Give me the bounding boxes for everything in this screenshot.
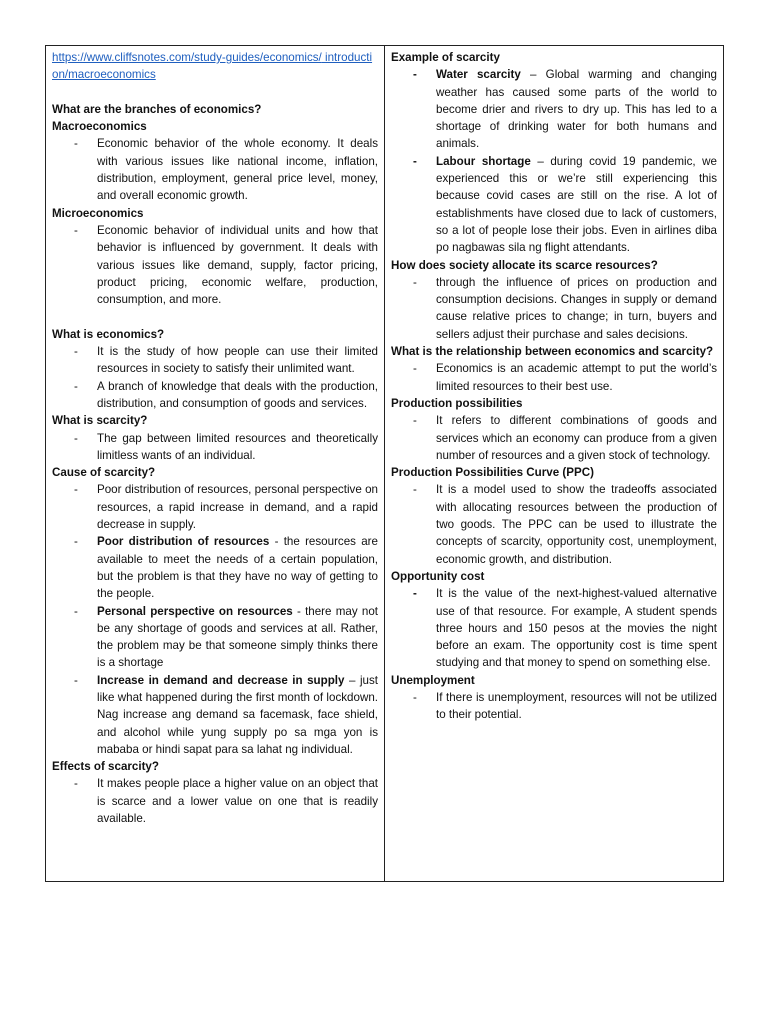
list-item: - A branch of knowledge that deals with the production, distribution, and consumption of goods and services. <box>52 378 378 413</box>
list-item: - Labour shortage – during covid 19 pandemic, we experienced this or we’re still experiencing this because covid cases are still on the rise. A lot of establishments have closed due to lack of customers, so a lot of people lose their jobs. Even in airlines diba po nagbawas sila ng flight attendants. <box>391 153 717 257</box>
effects-heading: Effects of scarcity? <box>52 760 159 774</box>
allocate-text: through the influence of prices on production and consumption decisions. Changes in supply or demand cause relative prices to change; in turn, buyers and sellers adjust their purchase and sales decisions. <box>436 275 717 341</box>
macro-text: Economic behavior of the whole economy. It deals with various issues like national income, inflation, distribution, employment, general price level, money, and overall economic growth. <box>97 137 378 203</box>
list-item: - Economics is an academic attempt to put the world’s limited resources to their best use. <box>391 360 717 395</box>
left-column <box>46 46 385 881</box>
list-item: - Poor distribution of resources, personal perspective on resources, a rapid increase in demand, and a rapid decrease in supply. <box>52 481 378 533</box>
example-heading: Example of scarcity <box>391 51 500 64</box>
list-item: - Personal perspective on resources - there may not be any shortage of goods and services at all. Rather, the problem may be that someone simply thinks there is a shortage <box>52 603 378 672</box>
cause-item-4: Increase in demand and decrease in supply – just like what happened during the first month of lockdown. Nag increase ang demand sa facemask, face shield, and alcohol while yung supply po sa mga yon is mababa or hindi sapat para sa lahat ng individual. <box>97 673 378 756</box>
micro-text: Economic behavior of individual units and how that behavior is influenced by government. It deals with various issues like demand, supply, factor pricing, product pricing, economic welfare, production, consumption, and more. <box>97 223 378 307</box>
economics-item-2: A branch of knowledge that deals with the production, distribution, and consumption of goods and services. <box>97 379 378 410</box>
relationship-text: Economics is an academic attempt to put the world’s limited resources to their best use. <box>436 362 717 393</box>
source-link-line2[interactable]: introduction/macroeconomics <box>52 51 373 82</box>
effects-text: It makes people place a higher value on an object that is scarce and a lower value on one that is readily available. <box>97 777 378 826</box>
branches-heading: What are the branches of economics? <box>52 102 262 116</box>
allocate-heading: How does society allocate its scarce resources? <box>391 258 658 272</box>
ppc-heading: Production Possibilities Curve (PPC) <box>391 466 594 480</box>
labour-shortage-item: Labour shortage – during covid 19 pandemic, we experienced this or we’re still experiencing this because covid cases are still on the rise. A lot of establishments have closed due to lack of customers, so a lot of people lose their jobs. Even in airlines diba po nagbawas sila ng flight attendants. <box>436 154 717 255</box>
list-item: - It makes people place a higher value on an object that is scarce and a lower value on one that is readily available. <box>52 775 378 827</box>
opportunity-cost-heading: Opportunity cost <box>391 569 485 583</box>
water-scarcity-item: Water scarcity – Global warming and changing weather has caused some parts of the world to become drier and rivers to dry up. This has led to a shortage of drinking water for both humans and animals. <box>436 68 718 151</box>
list-item: - Economic behavior of individual units and how that behavior is influenced by government. It deals with various issues like demand, supply, factor pricing, product pricing, economic welfare, production, consumption, and more. <box>52 222 378 308</box>
pp-text: It refers to different combinations of goods and services which an economy can produce from a given number of resources and a given stock of technology. <box>436 414 717 462</box>
cause-heading: Cause of scarcity? <box>52 466 156 480</box>
cause-item-3: Personal perspective on resources - there may not be any shortage of goods and services at all. Rather, the problem may be that someone simply thinks there is a shortage <box>97 604 378 670</box>
list-item: - Economic behavior of the whole economy. It deals with various issues like national income, inflation, distribution, employment, general price level, money, and overall economic growth. <box>52 135 378 204</box>
economics-heading: What is economics? <box>52 327 165 341</box>
list-item: - Poor distribution of resources - the resources are available to meet the needs of a certain population, but the problem is that they have no way of getting to the people. <box>52 533 378 602</box>
relationship-heading: What is the relationship between economics and scarcity? <box>391 345 714 359</box>
list-item: - It is the study of how people can use their limited resources in society to satisfy their unlimited want. <box>52 343 378 378</box>
right-column <box>385 46 723 881</box>
unemployment-text: If there is unemployment, resources will not be utilized to their potential. <box>436 690 717 722</box>
economics-item-1: It is the study of how people can use their limited resources in society to satisfy their unlimited want. <box>97 345 378 376</box>
pp-heading: Production possibilities <box>391 396 523 410</box>
cause-item-2: Poor distribution of resources - the resources are available to meet the needs of a certain population, but the problem is that they have no way of getting to the people. <box>97 535 378 601</box>
list-item: - Increase in demand and decrease in supply – just like what happened during the first month of lockdown. Nag increase ang demand sa facemask, face shield, and alcohol while yung supply po sa mga yon is mababa or hindi sapat para sa lahat ng individual. <box>52 672 378 758</box>
opportunity-cost-text: It is the value of the next-highest-valued alternative use of that resource. For example, A student spends three hours and 150 pesos at the movies the night before an exam. The opportunity cost is time spent studying and that money to spend on something else. <box>436 587 717 670</box>
micro-heading: Microeconomics <box>52 206 144 220</box>
list-item: - The gap between limited resources and theoretically limitless wants of an individual. <box>52 430 378 465</box>
list-item: - It is the value of the next-highest-valued alternative use of that resource. For example, A student spends three hours and 150 pesos at the movies the night before an exam. The opportunity cost is time spent studying and that money to spend on something else. <box>391 585 717 671</box>
list-item: - through the influence of prices on production and consumption decisions. Changes in supply or demand cause relative prices to change; in turn, buyers and sellers adjust their purchase and sales decisions. <box>391 274 717 343</box>
cause-item-1: Poor distribution of resources, personal perspective on resources, a rapid increase in demand, and a rapid decrease in supply. <box>97 483 378 532</box>
list-item: - It is a model used to show the tradeoffs associated with allocating resources between the production of two goods. The PPC can be used to illustrate the concepts of scarcity, opportunity cost, unemployment, economic growth, and distribution. <box>391 481 717 567</box>
scarcity-text: The gap between limited resources and theoretically limitless wants of an individual. <box>97 431 378 462</box>
scarcity-heading: What is scarcity? <box>52 414 148 428</box>
source-link[interactable] <box>52 49 378 84</box>
list-item: - If there is unemployment, resources will not be utilized to their potential. <box>391 689 717 724</box>
list-item: - Water scarcity – Global warming and changing weather has caused some parts of the world to become drier and rivers to dry up. This has led to a shortage of drinking water for both humans and animals. <box>391 66 717 152</box>
ppc-text: It is a model used to show the tradeoffs associated with allocating resources between the production of two goods. The PPC can be used to illustrate the concepts of scarcity, opportunity cost, unemployment, economic growth, and distribution. <box>436 483 717 566</box>
source-link-line1[interactable]: https://www.cliffsnotes.com/study-guides/economics/ <box>52 51 322 64</box>
list-item: - It refers to different combinations of goods and services which an economy can produce from a given number of resources and a given stock of technology. <box>391 412 717 464</box>
notes-table <box>45 45 724 882</box>
macro-heading: Macroeconomics <box>52 120 147 134</box>
unemployment-heading: Unemployment <box>391 673 475 687</box>
